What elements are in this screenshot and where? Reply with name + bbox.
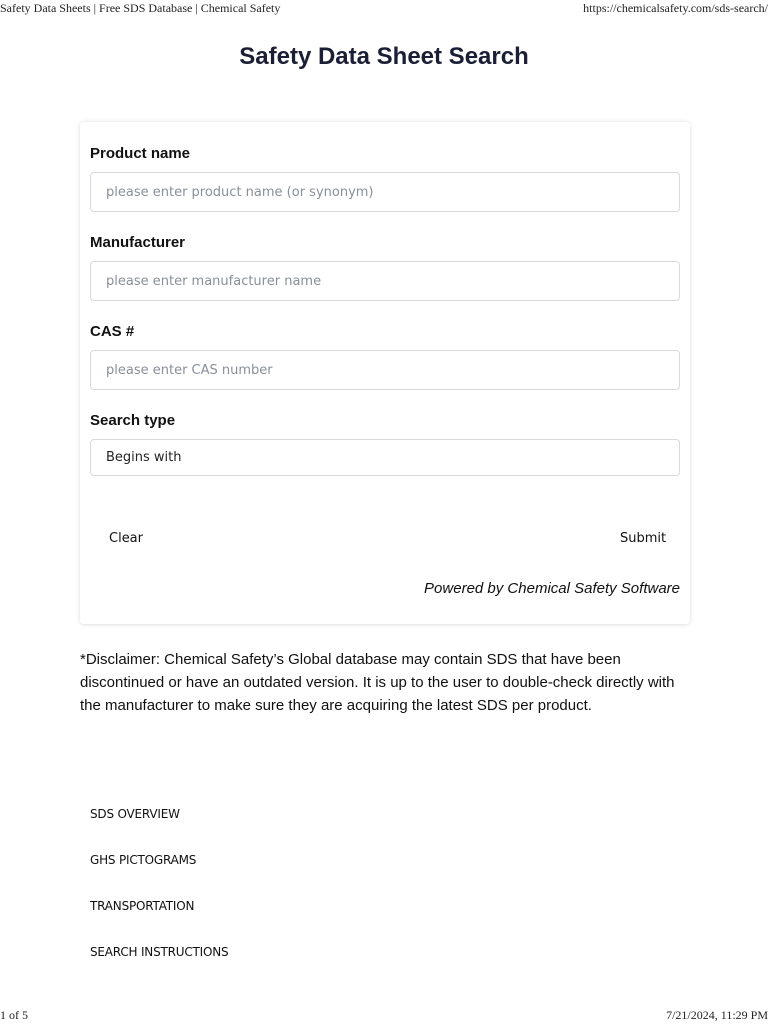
search-type-select[interactable] xyxy=(90,439,680,476)
clear-button[interactable]: Clear xyxy=(109,527,143,550)
print-timestamp: 7/21/2024, 11:29 PM xyxy=(666,1008,768,1022)
nav-link-sds-overview[interactable]: SDS OVERVIEW xyxy=(90,807,180,821)
manufacturer-label: Manufacturer xyxy=(90,234,186,251)
submit-button[interactable]: Submit xyxy=(620,527,666,550)
nav-link-transportation[interactable]: TRANSPORTATION xyxy=(90,899,195,913)
search-type-label: Search type xyxy=(90,412,176,429)
nav-link-ghs-pictograms[interactable]: GHS PICTOGRAMS xyxy=(90,853,197,867)
print-url: https://chemicalsafety.com/sds-search/ xyxy=(583,1,768,15)
cas-label: CAS # xyxy=(90,323,135,340)
cas-input[interactable] xyxy=(90,350,680,390)
product-name-label: Product name xyxy=(90,145,191,162)
nav-link-search-instructions[interactable]: SEARCH INSTRUCTIONS xyxy=(90,945,229,959)
print-header xyxy=(0,0,768,16)
page-title: Safety Data Sheet Search xyxy=(239,43,529,70)
disclaimer-text: *Disclaimer: Chemical Safety’s Global database may contain SDS that have been discontinued or have an outdated version. It is up to the user to double-check directly with the manufacturer to make sure they are acquiring the latest SDS per product. xyxy=(80,651,675,714)
print-page-title: Safety Data Sheets | Free SDS Database | Chemical Safety xyxy=(0,1,281,15)
print-page-number: 1 of 5 xyxy=(0,1008,28,1022)
print-footer xyxy=(0,1008,768,1024)
sds-search-form xyxy=(80,122,690,624)
product-name-input[interactable] xyxy=(90,172,680,212)
search-type-selected-value: Begins with xyxy=(106,450,182,465)
powered-by-text: Powered by Chemical Safety Software xyxy=(424,580,680,597)
manufacturer-input[interactable] xyxy=(90,261,680,301)
